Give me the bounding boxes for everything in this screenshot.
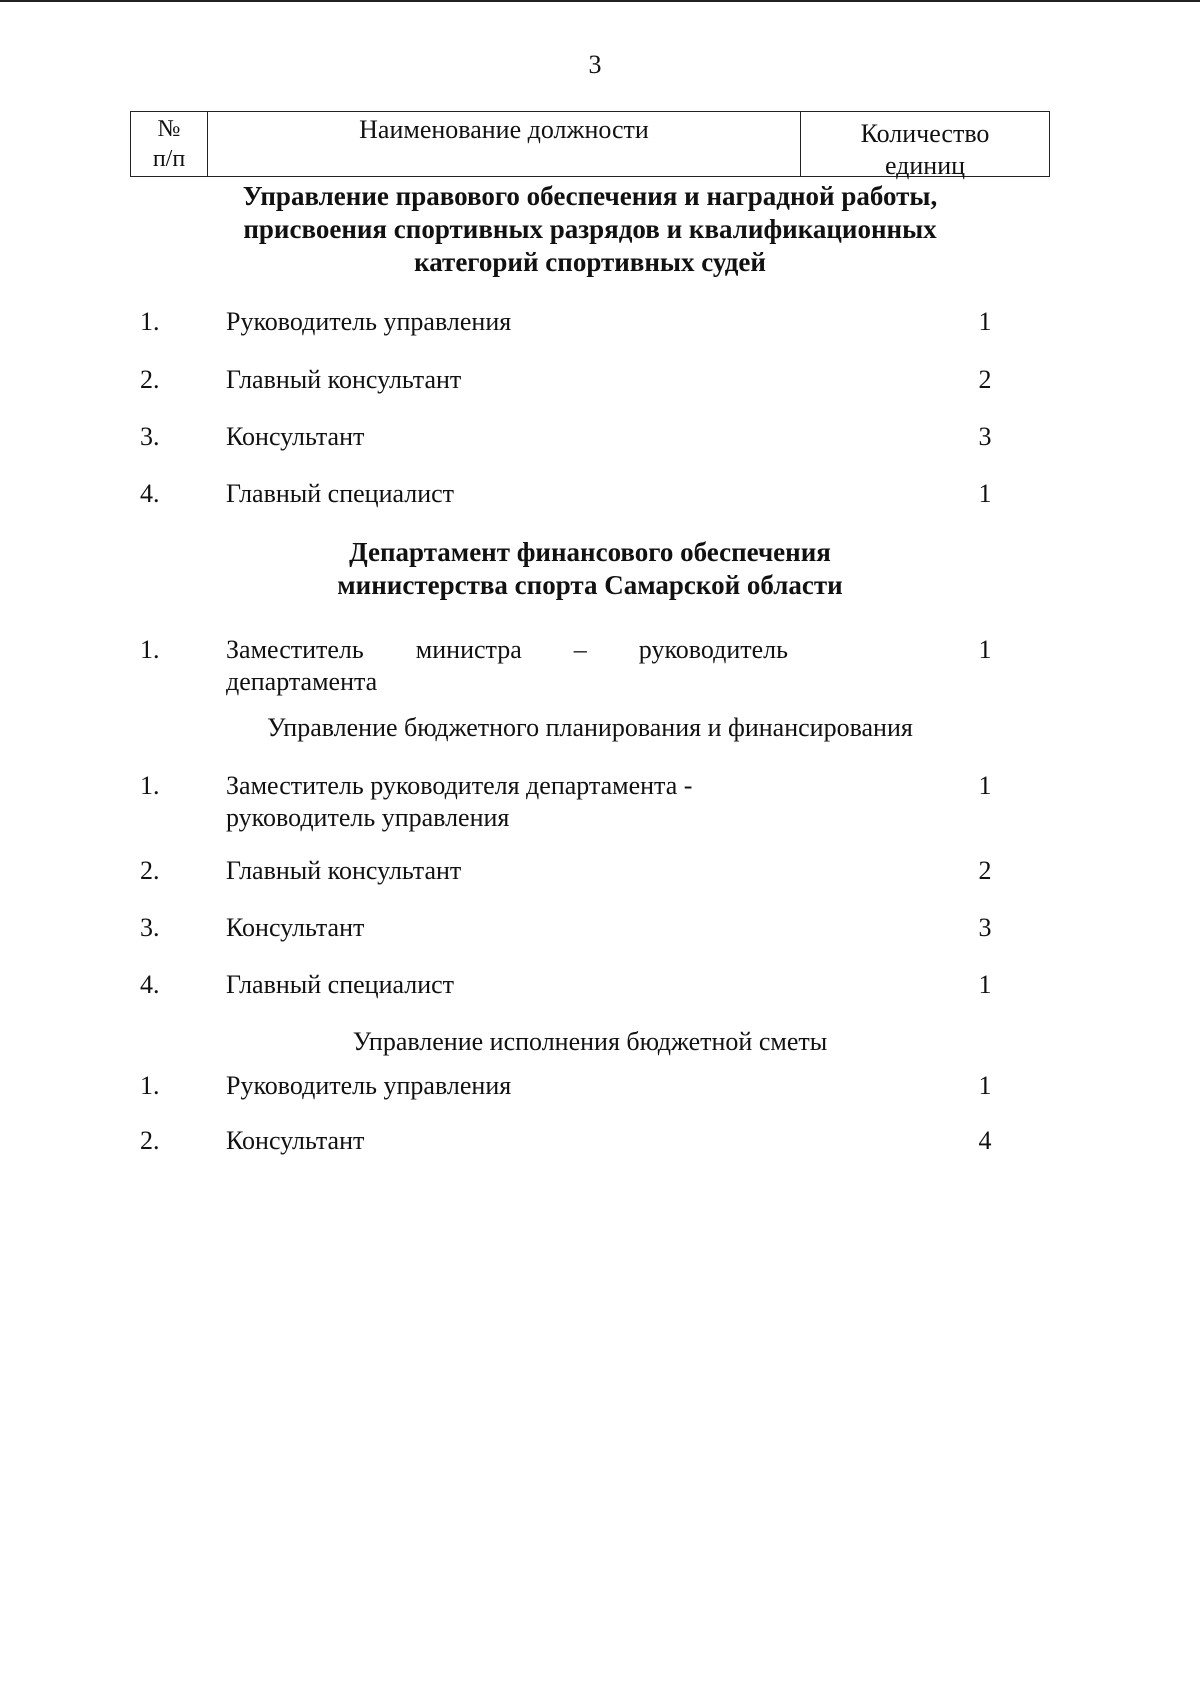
header-quantity-sublabel: единиц bbox=[884, 151, 966, 180]
row-number: 1. bbox=[140, 307, 160, 336]
row-position-title-line: департамента bbox=[226, 667, 378, 696]
row-number: 4. bbox=[140, 479, 160, 508]
table-row bbox=[130, 1070, 1050, 1110]
row-position-title-line: Заместитель руководителя департамента - bbox=[226, 771, 693, 800]
row-number: 3. bbox=[140, 422, 160, 451]
row-position-title: Консультант bbox=[226, 422, 365, 451]
row-position-title: Главный специалист bbox=[226, 479, 455, 508]
row-quantity: 1 bbox=[978, 1071, 992, 1100]
row-number: 3. bbox=[140, 913, 160, 942]
row-quantity: 2 bbox=[978, 856, 992, 885]
section-finance-department-heading-line: министерства спорта Самарской области bbox=[337, 570, 843, 600]
row-position-title-word: Заместитель bbox=[226, 635, 364, 664]
row-quantity: 3 bbox=[978, 422, 992, 451]
section-finance-department-heading bbox=[130, 536, 1050, 602]
header-quantity-label: Количество bbox=[860, 119, 990, 148]
header-number-sublabel: п/п bbox=[152, 146, 186, 172]
section-finance-department-heading-line: Департамент финансового обеспечения bbox=[349, 537, 831, 567]
table-row bbox=[130, 969, 1050, 1009]
section-legal-heading-line: Управление правового обеспечения и наградной работы, bbox=[242, 181, 938, 211]
row-number: 4. bbox=[140, 970, 160, 999]
table-row bbox=[130, 855, 1050, 895]
section-legal-heading bbox=[130, 180, 1050, 279]
row-number: 1. bbox=[140, 771, 160, 800]
row-quantity: 1 bbox=[978, 635, 992, 664]
row-position-title: Консультант bbox=[226, 1126, 365, 1155]
subsection-budget-execution-heading: Управление исполнения бюджетной сметы bbox=[352, 1027, 828, 1056]
table-row bbox=[130, 634, 1050, 706]
header-number-cell bbox=[131, 112, 208, 176]
top-border-line bbox=[0, 0, 1200, 2]
subsection-budget-planning-heading: Управление бюджетного планирования и финансирования bbox=[267, 713, 913, 742]
table-header bbox=[130, 111, 1050, 180]
table-row bbox=[130, 478, 1050, 518]
row-position-title bbox=[226, 634, 826, 698]
header-quantity-cell bbox=[801, 112, 1049, 180]
row-position-title: Руководитель управления bbox=[226, 307, 512, 336]
row-position-title: Консультант bbox=[226, 913, 365, 942]
row-number: 2. bbox=[140, 1126, 160, 1155]
row-position-title-word: руководитель bbox=[638, 635, 788, 664]
header-position-name-label: Наименование должности bbox=[359, 115, 649, 144]
row-number: 1. bbox=[140, 1071, 160, 1100]
row-number: 1. bbox=[140, 635, 160, 664]
table-row bbox=[130, 364, 1050, 404]
row-position-title: Руководитель управления bbox=[226, 1071, 512, 1100]
section-legal-heading-line: присвоения спортивных разрядов и квалификационных bbox=[243, 214, 937, 244]
header-number-label: № bbox=[157, 116, 181, 142]
page-number: 3 bbox=[588, 50, 602, 79]
row-position-title: Главный консультант bbox=[226, 365, 462, 394]
row-quantity: 1 bbox=[978, 307, 992, 336]
section-legal-heading-line: категорий спортивных судей bbox=[414, 247, 766, 277]
table-row bbox=[130, 912, 1050, 952]
header-position-name-cell bbox=[208, 112, 801, 176]
row-position-title: Главный специалист bbox=[226, 970, 455, 999]
table-row bbox=[130, 421, 1050, 461]
row-position-title-word: – bbox=[573, 635, 587, 664]
row-number: 2. bbox=[140, 365, 160, 394]
row-quantity: 2 bbox=[978, 365, 992, 394]
row-quantity: 3 bbox=[978, 913, 992, 942]
table-row bbox=[130, 1125, 1050, 1165]
row-position-title-line: руководитель управления bbox=[226, 803, 510, 832]
row-quantity: 4 bbox=[978, 1126, 992, 1155]
row-position-title: Главный консультант bbox=[226, 856, 462, 885]
row-quantity: 1 bbox=[978, 970, 992, 999]
table-row bbox=[130, 306, 1050, 346]
row-number: 2. bbox=[140, 856, 160, 885]
row-quantity: 1 bbox=[978, 479, 992, 508]
row-position-title-word: министра bbox=[415, 635, 522, 664]
row-quantity: 1 bbox=[978, 771, 992, 800]
table-row bbox=[130, 770, 1050, 842]
row-position-title bbox=[226, 770, 826, 834]
